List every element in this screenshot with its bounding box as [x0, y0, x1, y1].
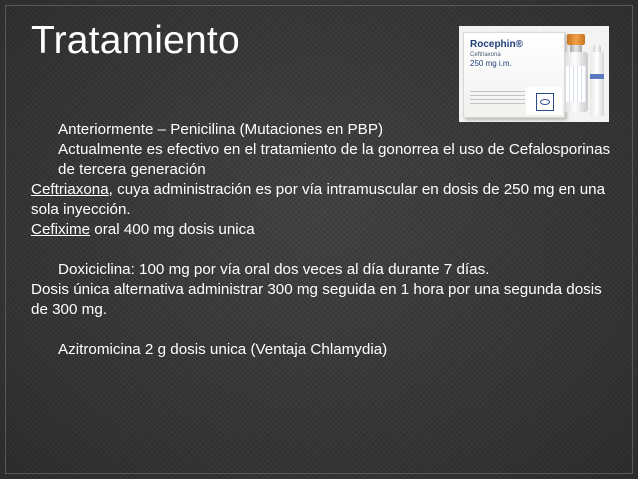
paragraph-cefixime: [31, 220, 621, 240]
paragraph-ceftriaxona: [31, 180, 621, 220]
box-brand: Rocephin®: [470, 39, 523, 50]
bullet-item: [31, 340, 621, 360]
ceftriaxona-link[interactable]: Ceftriaxona: [31, 181, 109, 198]
rocephin-product-photo: [459, 26, 609, 122]
paragraph-dosis-alternativa: Dosis única alternativa administrar 300 mg seguida en 1 hora por una segunda dosis de 300 mg.: [31, 281, 602, 318]
vial-neck: [570, 45, 582, 52]
bullet-text: Azitromicina 2 g dosis unica (Ventaja Chlamydia): [58, 341, 388, 358]
vial-label: [566, 66, 586, 102]
slide-body: [31, 120, 621, 360]
vial-image: [563, 34, 589, 114]
box-generic-name: Ceftriaxona: [470, 52, 501, 58]
bullet-item: [31, 260, 621, 280]
cefixime-link[interactable]: Cefixime: [31, 221, 91, 238]
spacer: [31, 240, 621, 260]
slide-title: Tratamiento: [31, 19, 240, 62]
ampoule-stripe: [590, 74, 604, 79]
ampoule-body: [590, 52, 604, 116]
box-fine-print: [470, 91, 525, 105]
paragraph-text: oral 400 mg dosis unica: [90, 221, 255, 238]
box-dose: 250 mg i.m.: [470, 59, 512, 68]
ampoule-image: [590, 44, 604, 116]
bullet-text: Actualmente es efectivo en el tratamiento de la gonorrea el uso de Cefalosporinas de tercera generación: [58, 141, 611, 178]
bullet-text: Doxiciclina: 100 mg por vía oral dos veces al día durante 7 días.: [58, 261, 490, 278]
spacer: [31, 320, 621, 340]
bullet-item: [31, 140, 621, 180]
roche-logo-icon: [536, 93, 554, 111]
medicine-box: [463, 32, 565, 118]
vial-cap: [567, 34, 585, 45]
bullet-text: Anteriormente – Penicilina (Mutaciones en PBP): [58, 121, 384, 138]
bullet-item: [31, 120, 621, 140]
paragraph-text: , cuya administración es por vía intramuscular en dosis de 250 mg en una sola inyección.: [31, 181, 606, 218]
